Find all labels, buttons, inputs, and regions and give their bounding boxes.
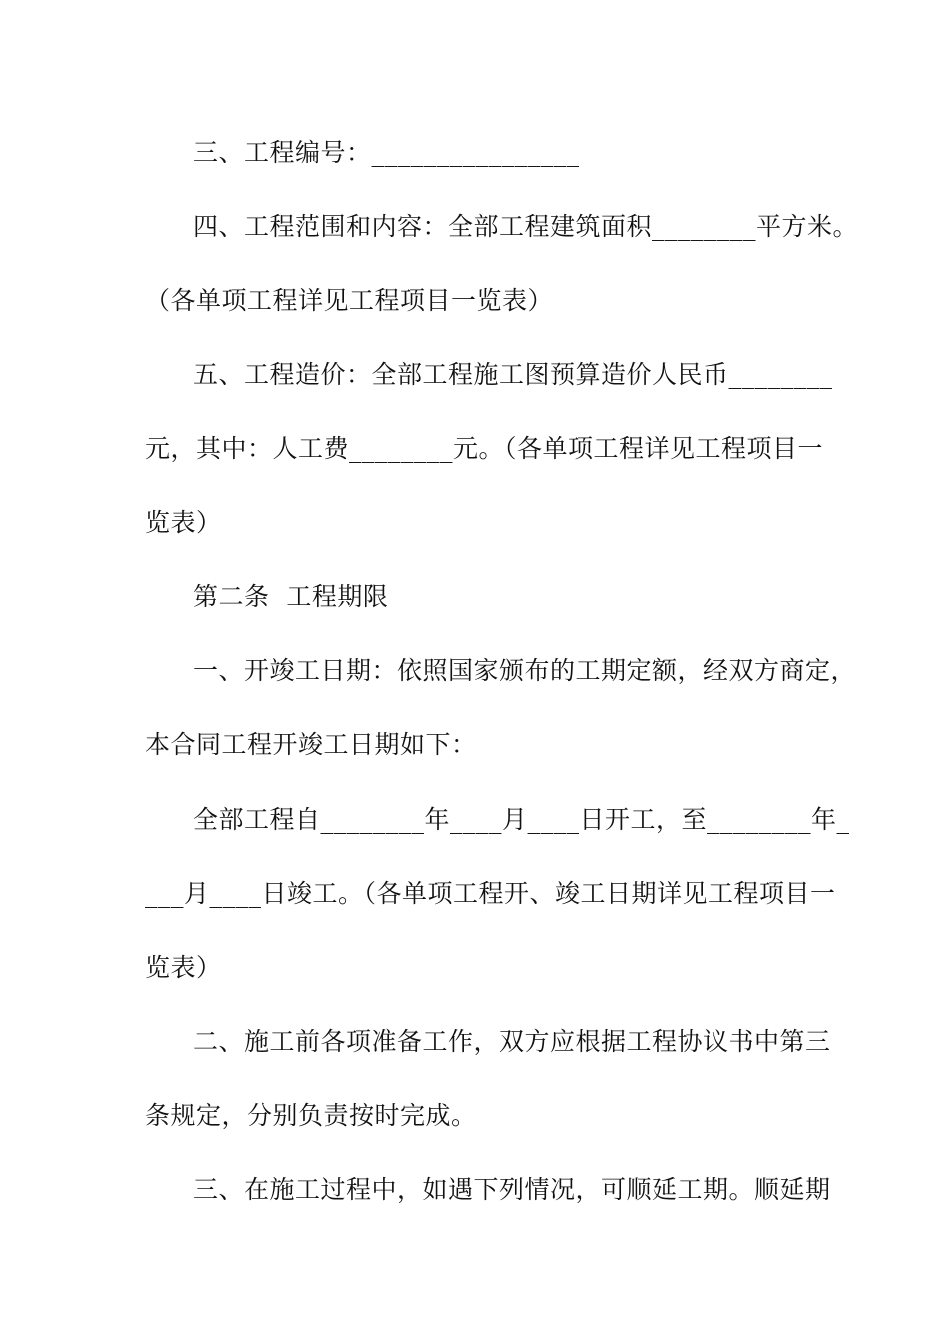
clause-project-cost-end: 览表） <box>145 508 222 537</box>
clause-project-scope: 四、工程范围和内容：全部工程建筑面积________平方米。 <box>193 212 859 241</box>
clause-project-cost: 五、工程造价：全部工程施工图预算造价人民币________ <box>193 360 833 389</box>
clause-extension: 三、在施工过程中，如遇下列情况，可顺延工期。顺延期 <box>193 1175 831 1204</box>
clause-start-date-cont: 本合同工程开竣工日期如下： <box>145 730 477 759</box>
clause-project-cost-cont: 元，其中：人工费________元。（各单项工程详见工程项目一 <box>145 434 824 463</box>
clause-dates-fill-cont: ___月____日竣工。（各单项工程开、竣工日期详见工程项目一 <box>145 879 836 908</box>
article-heading: 第二条 工程期限 <box>193 582 389 611</box>
clause-start-date: 一、开竣工日期：依照国家颁布的工期定额，经双方商定， <box>193 656 857 685</box>
clause-project-scope-note: （各单项工程详见工程项目一览表） <box>145 286 554 315</box>
clause-project-number: 三、工程编号：________________ <box>193 138 580 167</box>
clause-dates-fill-end: 览表） <box>145 953 222 982</box>
clause-dates-fill: 全部工程自________年____月____日开工，至________年_ <box>193 805 850 834</box>
clause-preparation-cont: 条规定，分别负责按时完成。 <box>145 1101 477 1130</box>
clause-preparation: 二、施工前各项准备工作，双方应根据工程协议书中第三 <box>193 1027 831 1056</box>
